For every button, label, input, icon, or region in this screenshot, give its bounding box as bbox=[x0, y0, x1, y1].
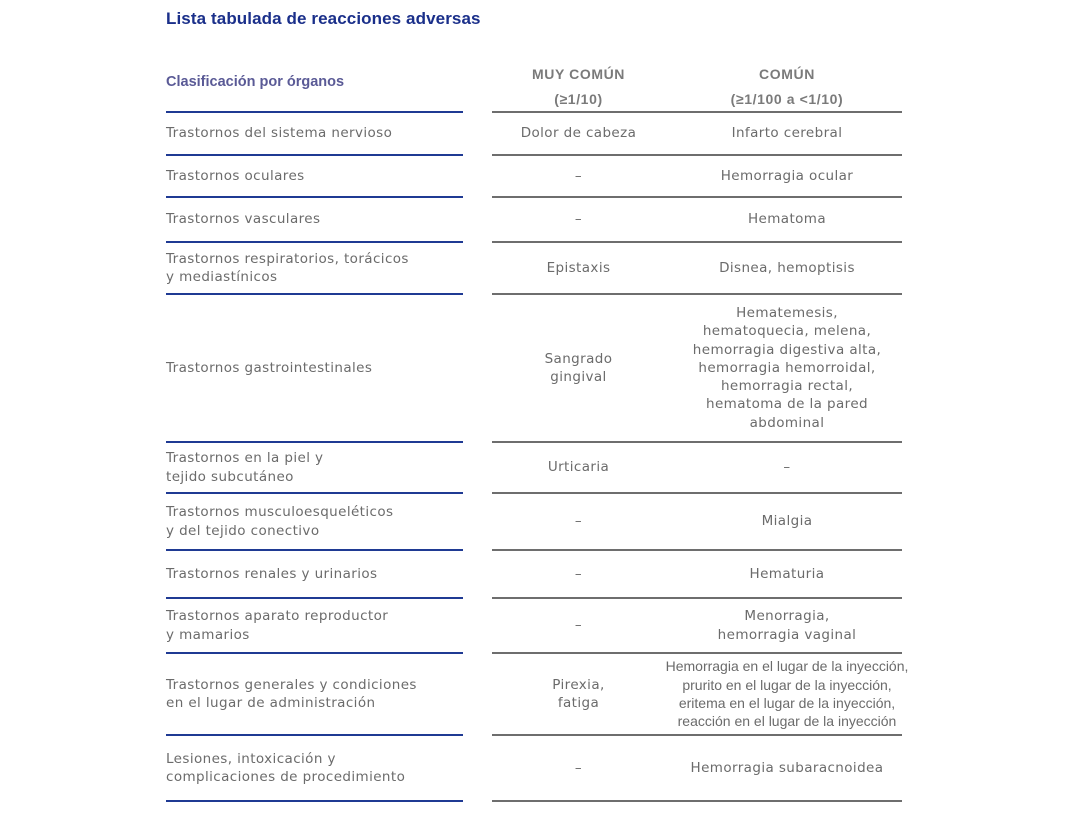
table-row-organ: Trastornos oculares bbox=[166, 167, 305, 184]
row-divider-grey bbox=[492, 800, 902, 802]
table-row-very-common: – bbox=[574, 513, 583, 530]
table-row-organ: Trastornos respiratorios, torácicos y mediastínicos bbox=[166, 250, 409, 285]
header-very-common-frequency: (≥1/10) bbox=[554, 91, 603, 107]
table-row-common: Infarto cerebral bbox=[731, 125, 843, 142]
table-row-common: Mialgia bbox=[761, 513, 813, 530]
table-row-common: Hematoma bbox=[747, 211, 827, 228]
table-row-very-common: – bbox=[574, 167, 583, 184]
header-very-common-label: MUY COMÚN bbox=[531, 66, 626, 82]
table-row-common: Menorragia, hemorragia vaginal bbox=[717, 608, 857, 643]
table-row-very-common: – bbox=[574, 565, 583, 582]
table-row-very-common: Dolor de cabeza bbox=[520, 125, 637, 142]
header-very-common bbox=[500, 62, 657, 112]
header-common-label: COMÚN bbox=[759, 66, 815, 82]
table-row-organ: Lesiones, intoxicación y complicaciones de procedimiento bbox=[166, 750, 406, 785]
table-row-organ: Trastornos vasculares bbox=[166, 211, 321, 228]
table-row-organ: Trastornos renales y urinarios bbox=[166, 565, 378, 582]
table-row-organ: Trastornos en la piel y tejido subcutáneo bbox=[166, 450, 324, 485]
table-row-organ: Trastornos musculoesqueléticos y del tejido conectivo bbox=[166, 504, 394, 539]
table-row-organ: Trastornos del sistema nervioso bbox=[166, 125, 393, 142]
table-row-very-common: Sangrado gingival bbox=[544, 350, 613, 385]
header-organ-classification: Clasificación por órganos bbox=[166, 74, 345, 90]
table-row-organ: Trastornos gastrointestinales bbox=[166, 359, 373, 376]
table-row-very-common: – bbox=[574, 759, 583, 776]
table-row-very-common: Pirexia, fatiga bbox=[552, 676, 605, 711]
table-row-common: Hemorragia ocular bbox=[720, 167, 854, 184]
table-row-very-common: Urticaria bbox=[547, 459, 610, 476]
table-row-very-common: – bbox=[574, 211, 583, 228]
table-row-common: – bbox=[783, 459, 791, 476]
table-row-very-common: – bbox=[574, 617, 583, 634]
header-common-frequency: (≥1/100 a <1/10) bbox=[730, 91, 844, 107]
table-row-organ: Trastornos aparato reproductor y mamarios bbox=[166, 608, 389, 643]
table-row-common: Disnea, hemoptisis bbox=[719, 259, 855, 276]
table-row-common: Hemorragia subaracnoidea bbox=[690, 759, 884, 776]
table-row-very-common: Epistaxis bbox=[546, 259, 611, 276]
table-row-common: Hematuria bbox=[749, 565, 825, 582]
header-common bbox=[660, 62, 914, 112]
table-row-organ: Trastornos generales y condiciones en el lugar de administración bbox=[166, 676, 417, 711]
page-title: Lista tabulada de reacciones adversas bbox=[166, 9, 481, 28]
table-row-common: Hemorragia en el lugar de la inyección, prurito en el lugar de la inyección, eritema en el lugar de la inyección, reacción en el lugar de la inyección bbox=[665, 658, 909, 730]
table-row-common: Hematemesis, hematoquecia, melena, hemorragia digestiva alta, hemorragia hemorroidal, hemorragia rectal, hematoma de la pared abdominal bbox=[692, 304, 882, 431]
row-divider-blue bbox=[166, 800, 463, 802]
